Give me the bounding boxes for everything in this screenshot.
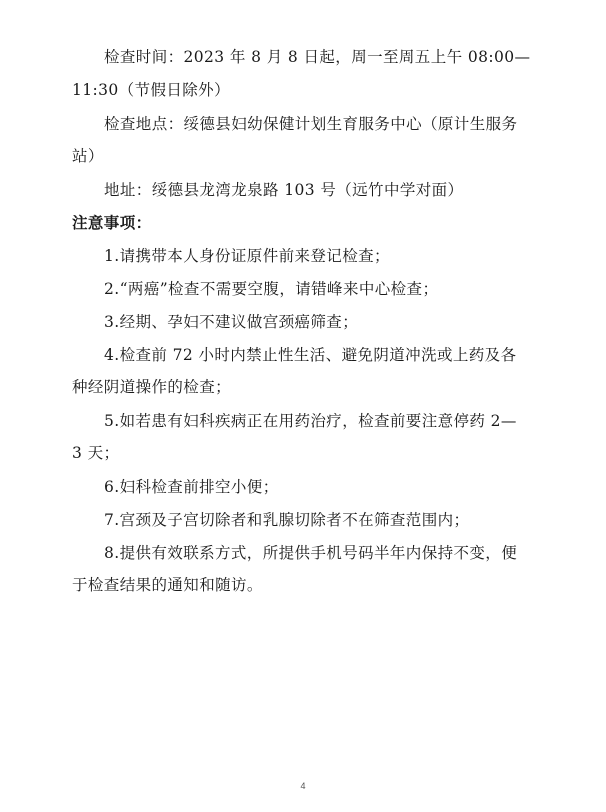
note-item-7: 7.宫颈及子宫切除者和乳腺切除者不在筛查范围内； [104,511,470,529]
note-item-4-line-1: 4.检查前 72 小时内禁止性生活、避免阴道冲洗或上药及各 [104,346,517,364]
address-line: 地址：绥德县龙湾龙泉路 103 号（远竹中学对面） [104,181,464,199]
notes-title: 注意事项： [72,214,152,232]
page-number: 4 [300,781,306,791]
note-item-6: 6.妇科检查前排空小便； [104,478,279,496]
note-item-5-line-1: 5.如若患有妇科疾病正在用药治疗，检查前要注意停药 2— [104,412,517,430]
note-item-5-line-2: 3 天； [72,444,120,462]
note-item-8-line-1: 8.提供有效联系方式，所提供手机号码半年内保持不变，便 [104,544,518,562]
note-item-1: 1.请携带本人身份证原件前来登记检查； [104,247,390,265]
note-item-8-line-2: 于检查结果的通知和随访。 [72,576,263,594]
schedule-line-1: 检查时间：2023 年 8 月 8 日起，周一至周五上午 08:00— [104,48,531,66]
note-item-4-line-2: 种经阴道操作的检查； [72,378,232,396]
location-line-1: 检查地点：绥德县妇幼保健计划生育服务中心（原计生服务 [104,115,518,133]
location-line-2: 站） [72,147,104,165]
note-item-2: 2.“两癌”检查不需要空腹，请错峰来中心检查； [104,280,439,298]
note-item-3: 3.经期、孕妇不建议做宫颈癌筛查； [104,313,359,331]
schedule-line-2: 11:30（节假日除外） [72,81,230,99]
